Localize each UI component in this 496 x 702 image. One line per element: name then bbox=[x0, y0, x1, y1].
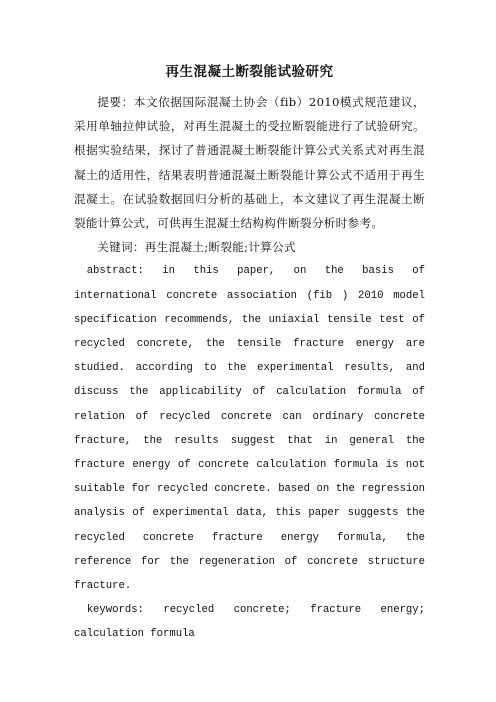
keywords-chinese: 关键词：再生混凝土;断裂能;计算公式 bbox=[97, 240, 296, 255]
abstract-chinese: 提要：本文依据国际混凝土协会（fib）2010模式规范建议，采用单轴拉伸试验，对再生混凝土的受拉断裂能进行了试验研究。根据实验结果，探讨了普通混凝土断裂能计算公式关系式对再生混凝土的适用性，结果表明普通混凝土断裂能计算公式不适用于再生混凝土。在试验数据回归分析的基础上，本文建议了再生混凝土断裂能计算公式，可供再生混凝土结构构件断裂分析时参考。 bbox=[74, 95, 425, 231]
abstract-english: abstract: in this paper, on the basis of international concrete association (fib ) 2010 model specification recommends, the uniaxial tensile test of recycled concrete, the tensile fracture energy are studied. according to the experimental results, and discuss the applicability of calculation formula of relation of recycled concrete can ordinary concrete fracture, the results suggest that in general the fracture energy of concrete calculation formula is not suitable for recycled concrete. based on the regression analysis of experimental data, this paper suggests the recycled concrete fracture energy formula, the reference for the regeneration of concrete structure fracture. bbox=[74, 265, 425, 593]
keywords-english: keywords: recycled concrete; fracture energy; calculation formula bbox=[74, 604, 425, 641]
document-title: 再生混凝土断裂能试验研究 bbox=[165, 64, 334, 80]
document-page bbox=[74, 60, 425, 647]
